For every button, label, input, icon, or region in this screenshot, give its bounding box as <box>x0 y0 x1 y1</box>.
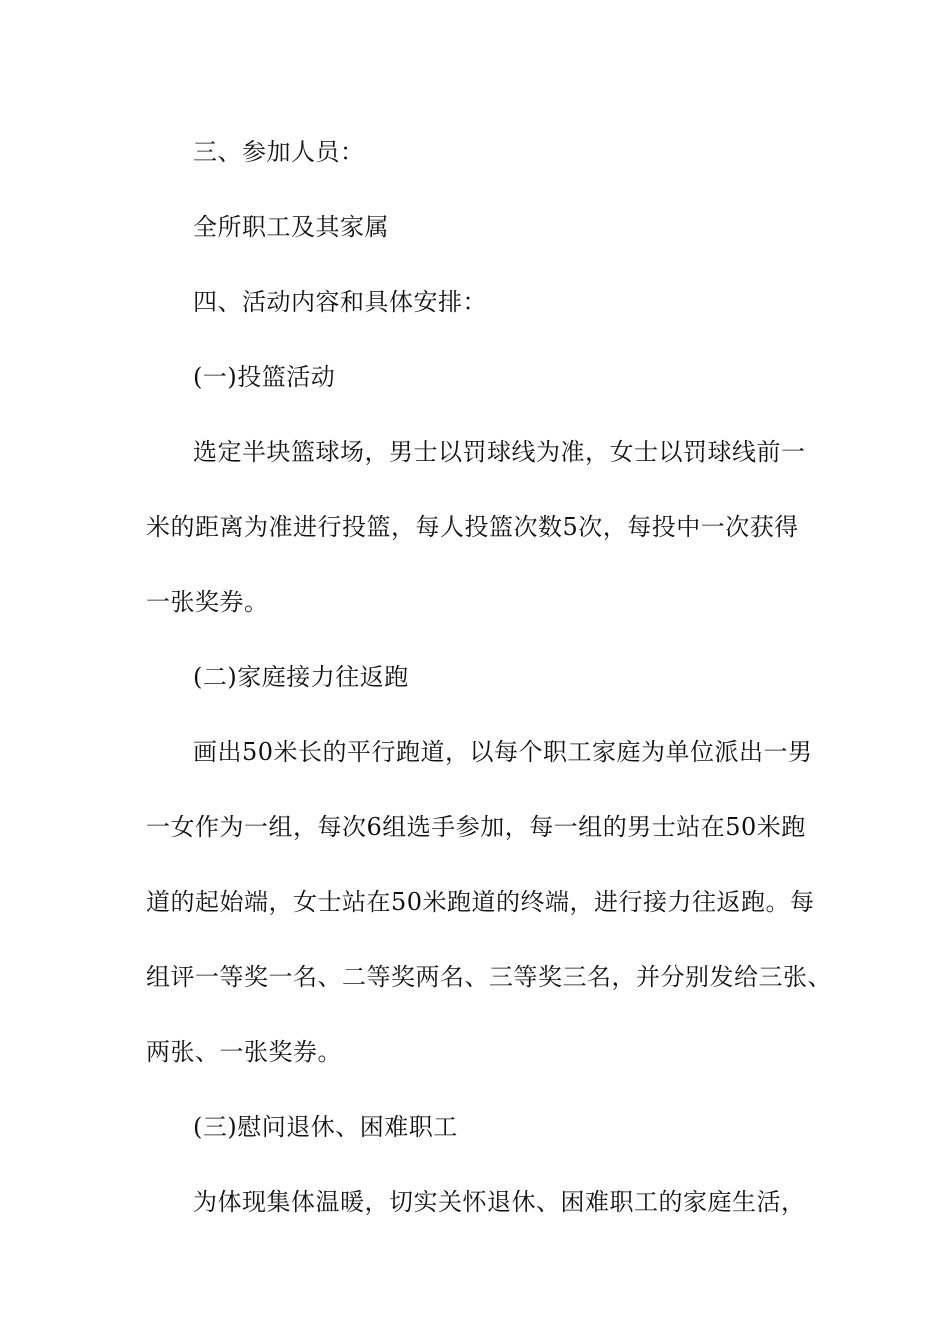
paragraph-participants: 全所职工及其家属 <box>193 213 389 241</box>
section-heading-participants: 三、参加人员： <box>193 138 365 166</box>
paragraph-basketball-line-2: 米的距离为准进行投篮，每人投篮次数5次，每投中一次获得 <box>146 513 799 541</box>
paragraph-relay-line-4: 组评一等奖一名、二等奖两名、三等奖三名，并分别发给三张、 <box>146 963 832 991</box>
section-heading-activities: 四、活动内容和具体安排： <box>193 288 487 316</box>
paragraph-relay-line-5: 两张、一张奖券。 <box>146 1038 342 1066</box>
paragraph-basketball-line-3: 一张奖券。 <box>146 588 269 616</box>
paragraph-relay-line-3: 道的起始端，女士站在50米跑道的终端，进行接力往返跑。每 <box>146 888 815 916</box>
paragraph-relay-line-2: 一女作为一组，每次6组选手参加，每一组的男士站在50米跑 <box>146 813 806 841</box>
subheading-relay: (二)家庭接力往返跑 <box>193 663 409 691</box>
paragraph-basketball-line-1: 选定半块篮球场，男士以罚球线为准，女士以罚球线前一 <box>193 438 806 466</box>
subheading-basketball: (一)投篮活动 <box>193 363 336 391</box>
paragraph-relay-line-1: 画出50米长的平行跑道，以每个职工家庭为单位派出一男 <box>193 738 813 766</box>
paragraph-visit-line-1: 为体现集体温暖，切实关怀退休、困难职工的家庭生活， <box>193 1188 806 1216</box>
subheading-visit: (三)慰问退休、困难职工 <box>193 1113 458 1141</box>
